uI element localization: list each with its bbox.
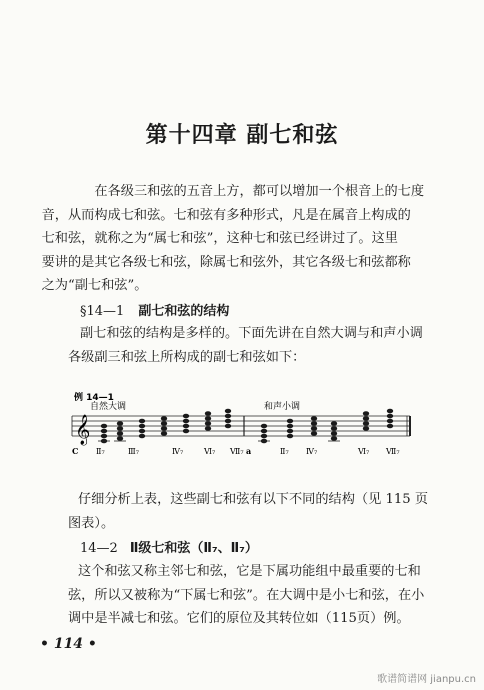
note-head: [117, 426, 123, 431]
note-head: [287, 429, 293, 434]
major-degree-1: Ⅱ₇: [96, 447, 105, 456]
note-head: [363, 416, 369, 421]
example-label: 例 14—1: [74, 393, 114, 403]
note-head: [183, 424, 189, 429]
minor-degree-1: Ⅱ₇: [280, 447, 289, 456]
note-head: [331, 431, 337, 436]
note-head: [387, 424, 393, 429]
note-head: [139, 434, 145, 439]
major-degree-4: Ⅵ₇: [204, 447, 216, 456]
note-head: [261, 429, 267, 434]
second-degree-line-2: 弦，所以又被称为“下属七和弦”。在大调中是小七和弦，在小: [68, 587, 425, 603]
note-head: [183, 419, 189, 424]
note-head: [311, 431, 317, 436]
note-head: [261, 424, 267, 429]
note-head: [101, 429, 107, 434]
major-key-label: 自然大调: [90, 402, 127, 412]
music-example: [68, 390, 414, 462]
subsection-title: Ⅱ级七和弦（Ⅱ₇、Ⅱ₇）: [129, 541, 258, 556]
note-head: [205, 416, 211, 421]
intro-line-4: 要讲的是其它各级七和弦，除属七和弦外，其它各级七和弦都称: [41, 254, 411, 270]
major-degree-2: Ⅲ₇: [128, 447, 139, 456]
treble-clef-icon: 𝄞: [75, 415, 91, 445]
note-head: [139, 429, 145, 434]
note-head: [205, 411, 211, 416]
note-head: [117, 431, 123, 436]
minor-degree-3: Ⅵ₇: [358, 447, 370, 456]
analysis-paragraph: [68, 488, 440, 535]
intro-line-5: 之为“副七和弦”。: [41, 278, 148, 293]
note-head: [363, 421, 369, 426]
minor-key-label: 和声小调: [264, 402, 301, 412]
note-head: [261, 434, 267, 439]
note-head: [331, 421, 337, 426]
chapter-title: 第十四章 副七和弦: [145, 122, 339, 148]
section-title: 副七和弦的结构: [138, 304, 230, 319]
note-head: [225, 419, 231, 424]
second-degree-paragraph: [68, 560, 440, 631]
note-head: [363, 426, 369, 431]
subsection-number: 14—2: [80, 541, 118, 556]
note-head: [225, 409, 231, 414]
subsection-heading: [80, 537, 258, 556]
note-head: [161, 431, 167, 436]
page-number: • 114 •: [40, 636, 97, 652]
note-head: [387, 409, 393, 414]
major-degree-3: Ⅳ₇: [172, 447, 184, 456]
major-degree-5: Ⅶ₇: [230, 447, 244, 456]
minor-key-letter: a: [246, 446, 252, 456]
note-head: [311, 426, 317, 431]
note-head: [139, 419, 145, 424]
note-head: [161, 416, 167, 421]
note-head: [311, 416, 317, 421]
section-number: §14—1: [80, 304, 125, 319]
note-head: [287, 419, 293, 424]
note-head: [331, 426, 337, 431]
minor-degree-2: Ⅳ₇: [306, 447, 318, 456]
intro-line-2: 音，从而构成七和弦。七和弦有多种形式，凡是在属音上构成的: [41, 207, 411, 223]
note-head: [287, 424, 293, 429]
second-degree-line-3: 调中是半减七和弦。它们的原位及其转位如（115页）例。: [68, 611, 410, 626]
intro-line-3: 七和弦，就称之为“属七和弦”，这种七和弦已经讲过了。这里: [41, 231, 398, 246]
note-head: [311, 421, 317, 426]
analysis-line-1: 仔细分析上表，这些副七和弦有以下不同的结构（见 115 页: [78, 492, 429, 507]
note-head: [117, 421, 123, 426]
major-key-letter: C: [72, 446, 79, 456]
note-head: [363, 411, 369, 416]
intro-line-1: 在各级三和弦的五音上方，都可以增加一个根音上的七度: [94, 184, 425, 199]
note-head: [331, 436, 337, 441]
note-head: [117, 436, 123, 441]
intro-paragraph: [41, 180, 440, 298]
note-head: [205, 421, 211, 426]
structure-line-2: 各级副三和弦上所构成的副七和弦如下：: [68, 349, 306, 365]
note-head: [139, 424, 145, 429]
note-head: [387, 419, 393, 424]
second-degree-line-1: 这个和弦又称主邻七和弦，它是下属功能组中最重要的七和: [78, 564, 421, 579]
minor-degree-4: Ⅶ₇: [386, 447, 400, 456]
note-head: [101, 424, 107, 429]
note-head: [387, 414, 393, 419]
section-heading: [80, 300, 229, 319]
structure-paragraph: [68, 322, 440, 369]
note-head: [225, 414, 231, 419]
note-head: [225, 424, 231, 429]
degree-labels: [72, 446, 400, 456]
note-head: [161, 426, 167, 431]
note-head: [287, 434, 293, 439]
site-watermark: 歌谱简谱网 jianpu.cn: [377, 674, 476, 685]
analysis-line-2: 图表）。: [68, 515, 115, 531]
note-head: [183, 414, 189, 419]
note-head: [205, 426, 211, 431]
structure-line-1: 副七和弦的结构是多样的。下面先讲在自然大调与和声小调: [80, 326, 423, 341]
note-head: [101, 434, 107, 439]
note-head: [183, 429, 189, 434]
note-head: [161, 421, 167, 426]
